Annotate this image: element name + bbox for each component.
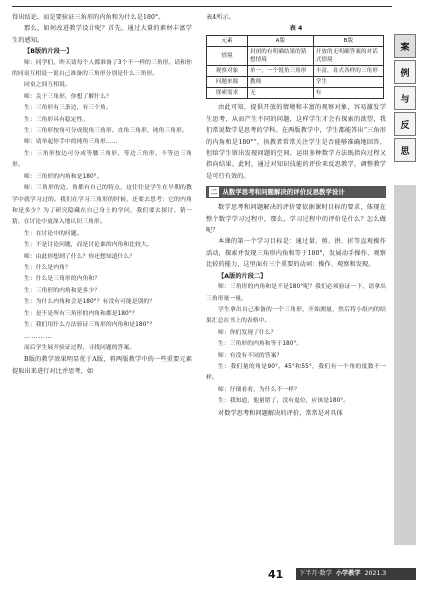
paragraph: 而后学生展开验证过程，寻找问题的答案。 xyxy=(24,344,136,351)
table-intro: 表4所示。 xyxy=(206,14,235,21)
section-tab: 与 xyxy=(394,86,416,110)
section-tab: 思 xyxy=(394,138,416,162)
paragraph: 数学思考和问题解决的评价要依据课时目标的要求，体现在整个数学学习过程中，那么，学习过程中的评价是什么？怎么做呢？ xyxy=(206,204,386,235)
paragraph: 师：同学们，昨天请每个人都准备了3个不一样的三角形。请和你的同桌互相说一说自己准备的三角形分别是什么三角形。 xyxy=(12,59,192,78)
paragraph: 师：三角形的边、角都有自己的特点，这往往是学生在早期的教学中就学习过的。我们在学习三角形的时候，还要去思考：它的内角和是多少？为了研究隐藏在自己身上的学问，我们要去探讨、猜一猜，在讨论中更深入地认识三角形。 xyxy=(12,185,192,226)
table-cell: 丰富，各式各样的三角形 xyxy=(313,66,383,77)
table-header-cell: B版 xyxy=(313,36,383,47)
journal-footer-bar xyxy=(296,568,416,580)
side-decoration-bar xyxy=(394,185,416,545)
paragraph: 得出结论，而是要验证三角形的内角和为什么是180°。 xyxy=(12,14,165,21)
paragraph: 生：三角形有三条边，有三个角。 xyxy=(24,105,112,112)
table-cell: 学生 xyxy=(313,77,383,88)
half-month-label: 下半月·数学 xyxy=(299,570,332,577)
table-cell: 无 xyxy=(248,88,314,99)
table-header-row xyxy=(207,36,384,47)
paragraph: 生：是不是所有三角形的内角和都是180°？ xyxy=(24,310,138,317)
table-cell: 单一，一个锐角三角形 xyxy=(248,66,314,77)
paragraph: 生：我知道，他量错了，没有退位，应该是180°。 xyxy=(218,398,350,405)
left-column xyxy=(12,12,192,377)
paragraph: 生：不是讨论问题，而是讨论谁的内角和比较大。 xyxy=(24,242,153,249)
table-cell: 教师 xyxy=(248,77,314,88)
page-number: 41 xyxy=(268,568,284,581)
paragraph: 生：什么是三角形的内角和？ xyxy=(24,276,101,283)
table-caption: 表 4 xyxy=(289,25,303,33)
table-header-cell: A版 xyxy=(248,36,314,47)
paragraph: 生：三角形具有稳定性。 xyxy=(24,116,89,123)
table-row xyxy=(207,77,384,88)
paragraph: 生：为什么内角和会是180°？有没有可能是别的？ xyxy=(24,299,156,306)
section-heading xyxy=(206,186,386,198)
top-rule xyxy=(12,6,392,7)
paragraph: 【B版的片段一】 xyxy=(24,48,73,56)
table-row-header: 问题来源 xyxy=(207,77,248,88)
paragraph: 那么，如何改进教学设计呢？首先，通过大量的素材丰富学生的感知。 xyxy=(12,25,192,44)
right-column xyxy=(206,12,386,419)
paragraph: 生：三角形的内角和等于180°。 xyxy=(218,341,303,348)
paragraph: B版的教学效果明显优于A版，将两版教学中的一些重要元素提取出来进行对比并思考，如 xyxy=(12,356,192,375)
paragraph: 生：三角形按角可分成锐角三角形、直角三角形、钝角三角形。 xyxy=(24,128,188,135)
paragraph: 师：请举起你手中的钝角三角形…… xyxy=(24,139,118,146)
table-cell: 开放的无明确答案的对话式情境 xyxy=(313,47,383,66)
paragraph: 对数学思考和问题解决的评价，常常是对具体 xyxy=(218,409,343,417)
section-tabs xyxy=(394,34,416,164)
paragraph: 生：三角形按边可分成等腰三角形、等边三角形、不等边三角形。 xyxy=(12,150,192,169)
section-tab: 例 xyxy=(394,60,416,84)
section-tab: 案 xyxy=(394,34,416,58)
paragraph: 由此可知，提供开放的情境和丰富的观察对象，容易激发学生思考，从而产生不同的问题，这样学生才会有探索的欲望，我们常说数学是思考的学科。在两版教学中，学生都能答出“三角形的内角和是180°”，执教者常常关注学生是否能够准确地回答，但给学生留出发现问题的空间、运用多种数学方法既指向过程又指向结果。此时，通过对知识技能的评价来反思教学，调整教学是可行有效的。 xyxy=(206,104,386,180)
table-row xyxy=(207,88,384,99)
paragraph: 师：有没有不同的答案？ xyxy=(218,352,283,359)
paragraph: 师：由此你想到了什么？你还想知道什么？ xyxy=(24,253,136,260)
table-row-header: 情境 xyxy=(207,47,248,66)
paragraph: 师：三角形的内角和是不是180°呢？我们必须验证一下，请拿出三角形量一量。 xyxy=(206,284,386,302)
table-header-cell: 元素 xyxy=(207,36,248,47)
table-cell: 封闭的有明确结果的猜想情境 xyxy=(248,47,314,66)
paragraph: 【A版的片段二】 xyxy=(218,272,267,280)
paragraph: 本课的第一个学习目标是：通过量、剪、拼、折等直观操作活动，探索并发现三角形内角和等于180°，发展动手操作、观察比较的能力，这里面有三个重要的动词：操作、观察和发现。 xyxy=(206,238,386,269)
paragraph: 生：什么是内角？ xyxy=(24,264,71,271)
issue-label: 2021.3 xyxy=(364,570,387,577)
table-row xyxy=(207,47,384,66)
comparison-table xyxy=(206,35,384,99)
section-title: 从数学思考和问题解决的评价反思教学设计 xyxy=(222,188,345,197)
table-row-header: 探索需求 xyxy=(207,88,248,99)
paragraph: 生：我们量的角是90°、45°和55°，我们有一个角的度数不一样。 xyxy=(206,363,386,382)
paragraph: 师：你们发现了什么？ xyxy=(218,329,277,336)
section-number: 二 xyxy=(211,188,218,197)
paragraph: 学生拿出自己准备的一个三角形，开始测量，然后将小组内的结果汇总在书上的表格中。 xyxy=(206,306,386,325)
table-cell: 有 xyxy=(313,88,383,99)
paragraph: 生：我们用什么方法验证三角形的内角和是180°？ xyxy=(24,321,156,328)
paragraph: 师：关于三角形，你想了解什么？ xyxy=(24,93,112,100)
paragraph: 生：在讨论中的问题。 xyxy=(24,230,83,237)
paragraph: 生：三角形的内角和是多少？ xyxy=(24,287,101,294)
paragraph: 师：三角形的内角和是180°。 xyxy=(24,173,103,180)
journal-brand: 小学教学 xyxy=(335,570,361,577)
page-footer xyxy=(0,562,427,594)
paragraph: 同桌之间互相说。 xyxy=(24,82,71,89)
paragraph: ………… xyxy=(24,333,53,341)
section-tab: 反 xyxy=(394,112,416,136)
table-row-header: 观察对象 xyxy=(207,66,248,77)
paragraph: 师：仔细看看，为什么不一样？ xyxy=(218,386,300,393)
table-row xyxy=(207,66,384,77)
